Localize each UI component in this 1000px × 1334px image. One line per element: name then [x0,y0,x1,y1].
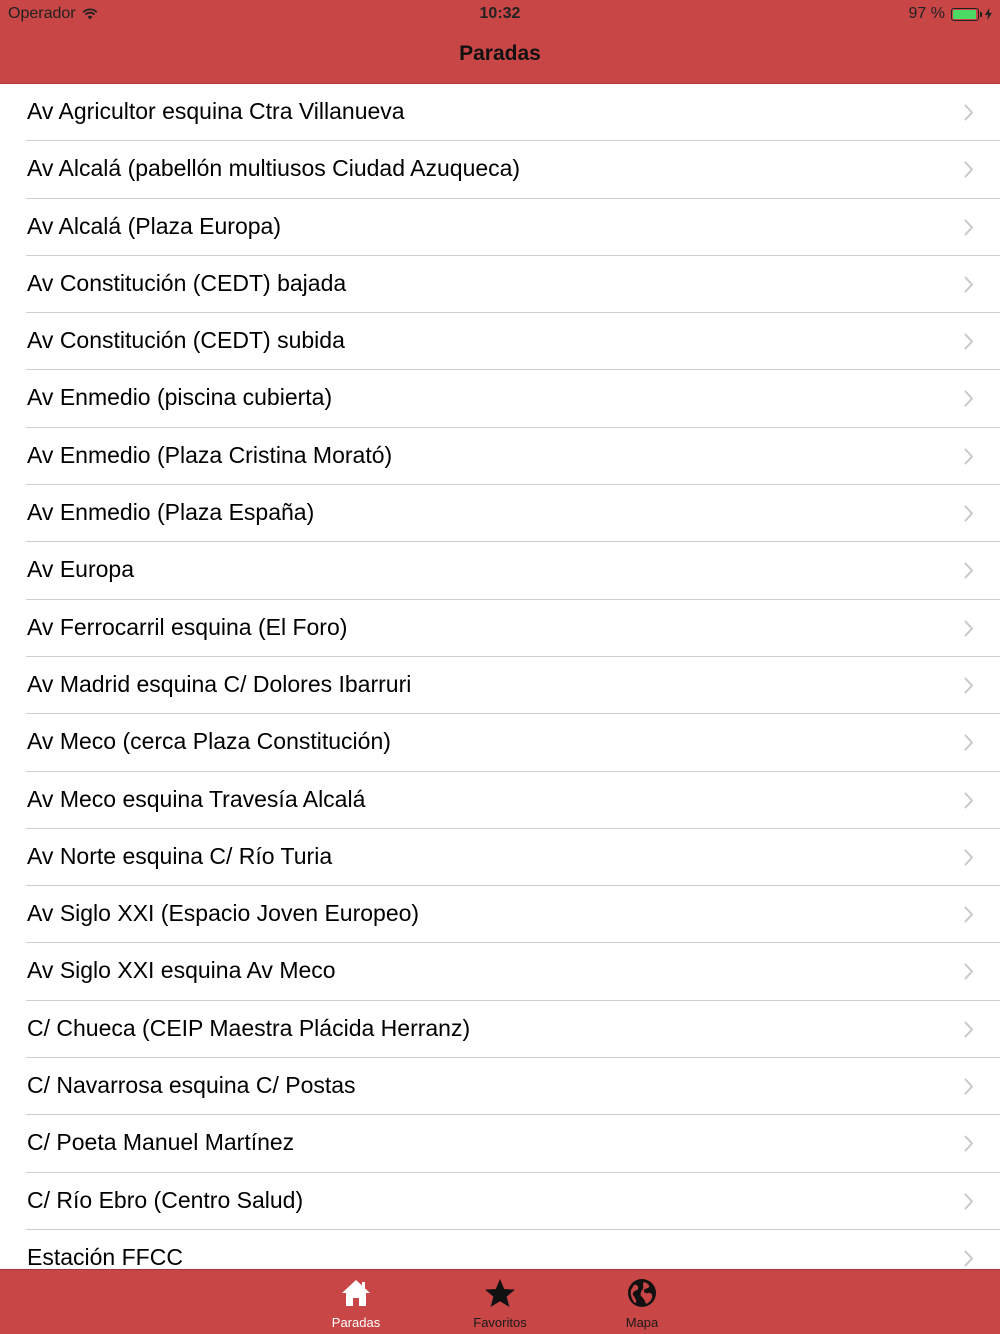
battery-percent: 97 % [908,5,945,22]
list-item[interactable] [0,1115,1000,1172]
list-item[interactable] [0,256,1000,313]
list-item-label: Av Alcalá (pabellón multiusos Ciudad Azuqueca) [27,155,521,182]
tab-mapa[interactable] [587,1270,697,1334]
chevron-right-icon [964,505,974,522]
list-item-label: C/ Chueca (CEIP Maestra Plácida Herranz) [27,1014,471,1041]
chevron-right-icon [964,448,974,465]
list-item-label: Av Meco (cerca Plaza Constitución) [27,728,391,755]
chevron-right-icon [964,276,974,293]
page-title: Paradas [459,42,541,65]
list-item[interactable] [0,943,1000,1000]
chevron-right-icon [964,734,974,751]
clock: 10:32 [479,5,521,22]
list-item-label: C/ Poeta Manuel Martínez [27,1129,295,1156]
list-item[interactable] [0,199,1000,256]
tab-label: Mapa [625,1315,659,1330]
tab-label: Favoritos [473,1315,527,1330]
status-bar [0,0,1000,28]
list-item-label: Av Norte esquina C/ Río Turia [27,842,333,869]
list-item[interactable] [0,1230,1000,1269]
list-item[interactable] [0,657,1000,714]
globe-icon [626,1278,658,1308]
list-item[interactable] [0,772,1000,829]
stops-list[interactable] [0,84,1000,1269]
list-item-label: Av Meco esquina Travesía Alcalá [27,785,366,812]
chevron-right-icon [964,1021,974,1038]
list-item-label: C/ Río Ebro (Centro Salud) [27,1186,304,1213]
list-item-label: Av Europa [27,556,134,583]
battery-tip [980,12,982,17]
list-item[interactable] [0,370,1000,427]
chevron-right-icon [964,1135,974,1152]
battery-level-fill [953,10,976,19]
list-item-label: Av Constitución (CEDT) bajada [27,269,347,296]
battery-group [909,5,992,23]
chevron-right-icon [964,963,974,980]
home-icon [340,1278,372,1308]
list-item[interactable] [0,542,1000,599]
chevron-right-icon [964,792,974,809]
tab-paradas[interactable] [301,1270,411,1334]
tab-bar [0,1269,1000,1334]
chevron-right-icon [964,104,974,121]
star-icon [484,1278,516,1308]
list-item[interactable] [0,1001,1000,1058]
list-item[interactable] [0,485,1000,542]
list-item-label: Av Enmedio (piscina cubierta) [27,384,333,411]
list-item-label: Av Constitución (CEDT) subida [27,327,345,354]
header [0,0,1000,84]
list-item-label: Av Agricultor esquina Ctra Villanueva [27,98,405,124]
tab-label: Paradas [331,1315,381,1330]
charging-bolt-icon [985,8,992,20]
tab-favoritos[interactable] [445,1270,555,1334]
list-item[interactable] [0,714,1000,771]
chevron-right-icon [964,1193,974,1210]
list-item[interactable] [0,886,1000,943]
chevron-right-icon [964,333,974,350]
list-item[interactable] [0,141,1000,198]
chevron-right-icon [964,849,974,866]
chevron-right-icon [964,677,974,694]
list-item[interactable] [0,829,1000,886]
chevron-right-icon [964,562,974,579]
list-item-label: Av Ferrocarril esquina (El Foro) [27,613,348,640]
list-item[interactable] [0,1173,1000,1230]
chevron-right-icon [964,1078,974,1095]
list-item-label: C/ Navarrosa esquina C/ Postas [27,1072,356,1099]
list-item-label: Av Siglo XXI (Espacio Joven Europeo) [27,900,420,927]
list-item-label: Estación FFCC [27,1243,183,1269]
list-item[interactable] [0,1058,1000,1115]
list-item[interactable] [0,428,1000,485]
carrier-label: Operador [8,5,76,22]
list-item-label: Av Madrid esquina C/ Dolores Ibarruri [27,670,412,697]
list-item[interactable] [0,600,1000,657]
battery-icon [951,8,979,21]
chevron-right-icon [964,219,974,236]
list-item-label: Av Siglo XXI esquina Av Meco [27,957,336,984]
list-item[interactable] [0,313,1000,370]
chevron-right-icon [964,161,974,178]
chevron-right-icon [964,620,974,637]
chevron-right-icon [964,906,974,923]
list-item[interactable] [0,84,1000,141]
list-item-label: Av Enmedio (Plaza Cristina Morató) [27,441,393,468]
list-item-label: Av Alcalá (Plaza Europa) [27,212,281,239]
chevron-right-icon [964,1250,974,1267]
list-item-label: Av Enmedio (Plaza España) [27,499,315,526]
chevron-right-icon [964,390,974,407]
